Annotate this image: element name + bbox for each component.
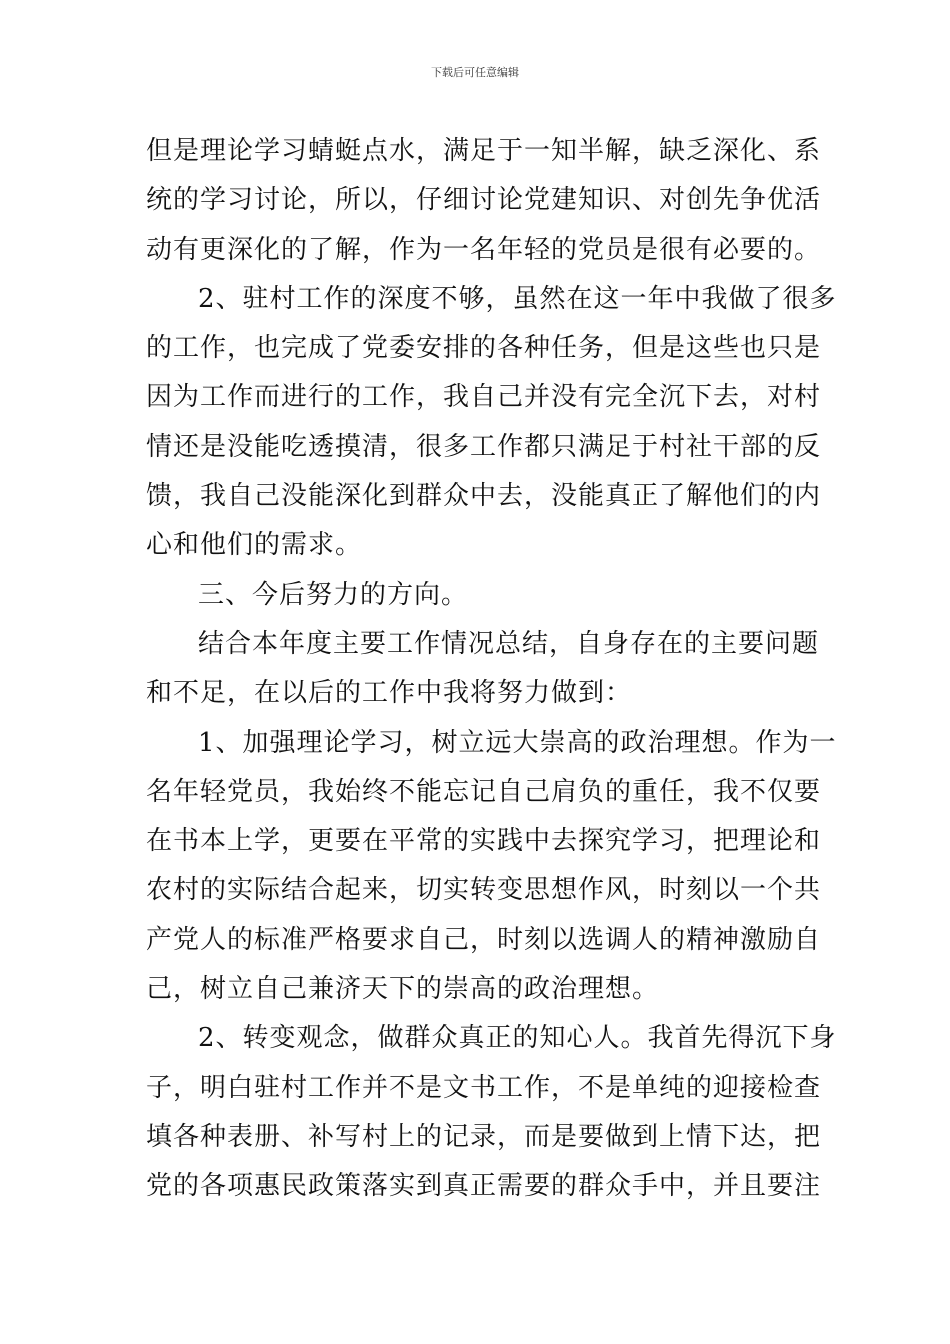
text-line: 党的各项惠民政策落实到真正需要的群众手中，并且要注 bbox=[146, 1171, 822, 1202]
text-line: 统的学习讨论，所以，仔细讨论党建知识、对创先争优活 bbox=[146, 185, 822, 216]
text-line: 2、转变观念，做群众真正的知心人。我首先得沉下身 bbox=[198, 1023, 837, 1054]
text-line: 2、驻村工作的深度不够，虽然在这一年中我做了很多 bbox=[198, 283, 837, 314]
text-line: 心和他们的需求。 bbox=[146, 530, 363, 561]
text-line: 产党人的标准严格要求自己，时刻以选调人的精神激励自 bbox=[146, 924, 822, 955]
text-line: 子，明白驻村工作并不是文书工作，不是单纯的迎接检查 bbox=[146, 1072, 822, 1103]
section-heading: 三、今后努力的方向。 bbox=[198, 579, 469, 610]
text-line: 填各种表册、补写村上的记录，而是要做到上情下达，把 bbox=[146, 1121, 822, 1152]
header-note: 下载后可任意编辑 bbox=[431, 66, 519, 79]
text-line: 名年轻党员，我始终不能忘记自己肩负的重任，我不仅要 bbox=[146, 776, 822, 807]
text-line: 的工作，也完成了党委安排的各种任务，但是这些也只是 bbox=[146, 333, 822, 364]
text-line: 动有更深化的了解，作为一名年轻的党员是很有必要的。 bbox=[146, 234, 822, 265]
text-line: 1、加强理论学习，树立远大崇高的政治理想。作为一 bbox=[198, 727, 837, 758]
text-line: 结合本年度主要工作情况总结，自身存在的主要问题 bbox=[198, 628, 820, 659]
text-line: 情还是没能吃透摸清，很多工作都只满足于村社干部的反 bbox=[146, 431, 822, 462]
text-line: 己，树立自己兼济天下的崇高的政治理想。 bbox=[146, 974, 660, 1005]
text-line: 农村的实际结合起来，切实转变思想作风，时刻以一个共 bbox=[146, 875, 822, 906]
text-line: 馈，我自己没能深化到群众中去，没能真正了解他们的内 bbox=[146, 481, 822, 512]
text-line: 和不足，在以后的工作中我将努力做到： bbox=[146, 678, 633, 709]
body-text bbox=[146, 127, 837, 1212]
text-line: 但是理论学习蜻蜓点水，满足于一知半解，缺乏深化、系 bbox=[146, 136, 822, 166]
text-line: 因为工作而进行的工作，我自己并没有完全沉下去，对村 bbox=[146, 382, 822, 413]
text-line: 在书本上学，更要在平常的实践中去探究学习，把理论和 bbox=[146, 826, 822, 857]
